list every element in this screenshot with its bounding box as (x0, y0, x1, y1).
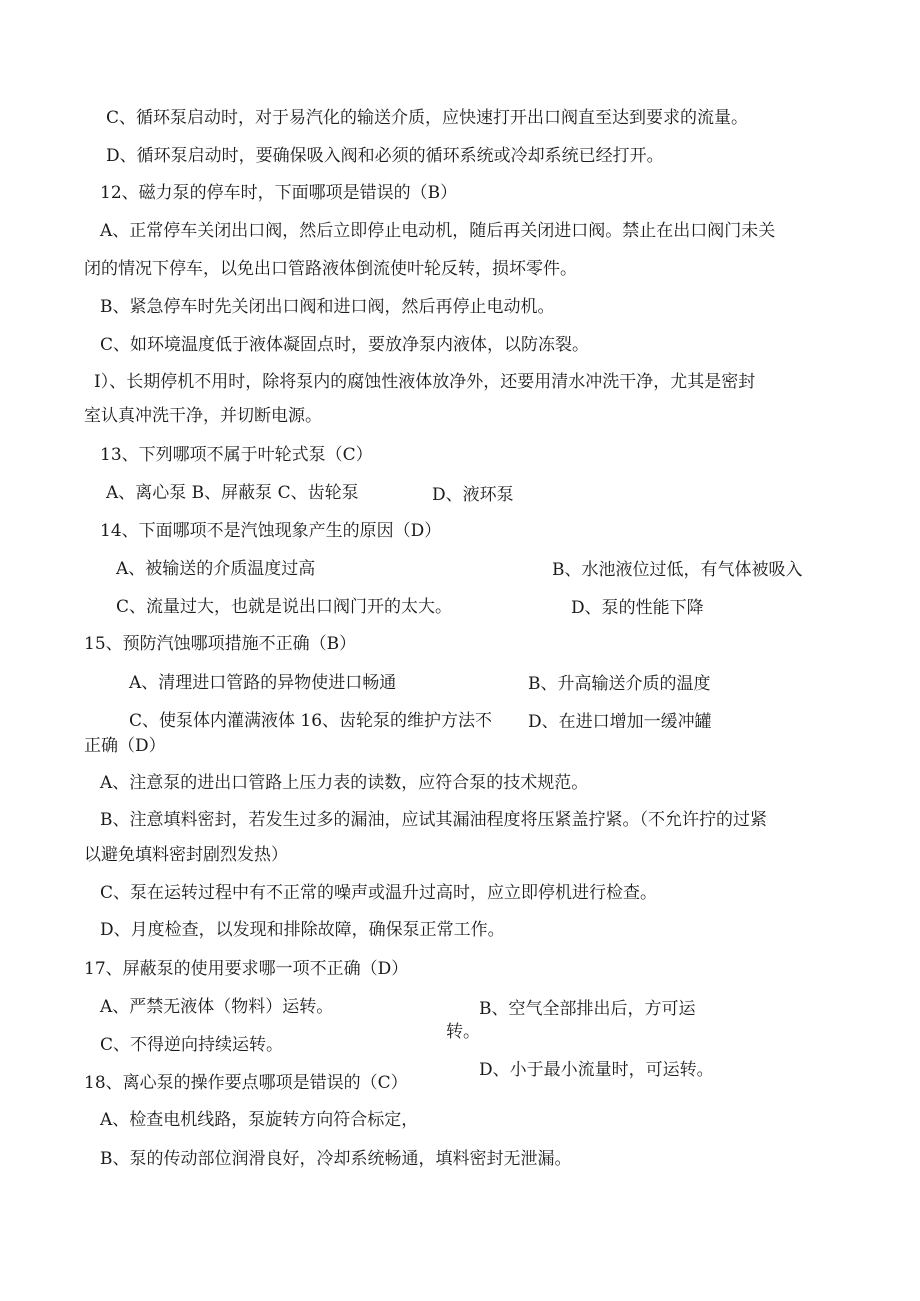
q15-option-b: B、升高输送介质的温度 (528, 674, 711, 694)
q12-option-b: B、紧急停车时先关闭出口阀和进口阀，然后再停止电动机。 (100, 297, 555, 317)
q12-option-d-cont: 室认真冲洗干净，并切断电源。 (84, 406, 322, 426)
q17-option-a: A、严禁无液体（物料）运转。 (100, 997, 334, 1017)
q12-option-a: A、正常停车关闭出口阀，然后立即停止电动机，随后再关闭进口阀。禁止在出口阀门未关 (100, 221, 776, 241)
q11-option-d: D、循环泵启动时，要确保吸入阀和必须的循环系统或冷却系统已经打开。 (106, 146, 664, 166)
q15-option-d: D、在进口增加一缓冲罐 (528, 712, 712, 728)
q17-option-d: D、小于最小流量时，可运转。 (479, 1060, 714, 1080)
q18-option-b: B、泵的传动部位润滑良好，冷却系统畅通，填料密封无泄漏。 (100, 1149, 572, 1169)
q14-option-a: A、被输送的介质温度过高 (116, 559, 316, 579)
q18-option-a: A、检查电机线路，泵旋转方向符合标定， (100, 1110, 419, 1130)
q12-question: 12、磁力泵的停车时，下面哪项是错误的（B） (100, 183, 458, 203)
q14-question: 14、下面哪项不是汽蚀现象产生的原因（D） (100, 521, 442, 541)
q14-option-d: D、泵的性能下降 (571, 598, 704, 618)
q16-option-a: A、注意泵的进出口管路上压力表的读数，应符合泵的技术规范。 (100, 773, 589, 793)
q15-question: 15、预防汽蚀哪项措施不正确（B） (84, 634, 357, 654)
q16-option-b-cont: 以避免填料密封剧烈发热） (84, 845, 288, 865)
q17-question: 17、屏蔽泵的使用要求哪一项不正确（D） (84, 959, 409, 979)
q11-option-c: C、循环泵启动时，对于易汽化的输送介质，应快速打开出口阀直至达到要求的流量。 (106, 108, 749, 128)
q16-option-b: B、注意填料密封，若发生过多的漏油，应试其漏油程度将压紧盖拧紧。（不允许拧的过紧 (100, 810, 767, 830)
q13-option-d: D、液环泵 (432, 485, 514, 505)
q16-option-c: C、泵在运转过程中有不正常的噪声或温升过高时，应立即停机进行检查。 (100, 883, 658, 903)
q15-option-a: A、清理进口管路的异物使进口畅通 (129, 673, 397, 693)
q12-option-c: C、如环境温度低于液体凝固点时，要放净泵内液体，以防冻裂。 (100, 335, 590, 355)
q12-option-a-cont: 闭的情况下停车，以免出口管路液体倒流使叶轮反转，损坏零件。 (84, 259, 577, 279)
q15-option-c-q16-question: C、使泵体内灌满液体 16、齿轮泵的维护方法不 (129, 711, 493, 731)
q13-question: 13、下列哪项不属于叶轮式泵（C） (100, 445, 373, 465)
q16-option-d: D、月度检查，以发现和排除故障，确保泵正常工作。 (100, 920, 505, 940)
q17-option-b: B、空气全部排出后，方可运 (479, 999, 696, 1019)
q18-question: 18、离心泵的操作要点哪项是错误的（C） (84, 1073, 408, 1093)
q13-options-abc: A、离心泵 B、屏蔽泵 C、齿轮泵 (106, 483, 359, 503)
q12-option-d: I）、长期停机不用时，除将泵内的腐蚀性液体放净外，还要用清水冲洗干净，尤其是密封 (94, 372, 756, 392)
q17-option-c: C、不得逆向持续运转。 (100, 1035, 284, 1055)
q14-option-c: C、流量过大，也就是说出口阀门开的太大。 (116, 597, 453, 617)
q14-option-b: B、水池液位过低，有气体被吸入 (552, 560, 803, 580)
q17-option-b-cont: 转。 (446, 1022, 480, 1042)
q16-question-cont: 正确（D） (84, 736, 166, 756)
